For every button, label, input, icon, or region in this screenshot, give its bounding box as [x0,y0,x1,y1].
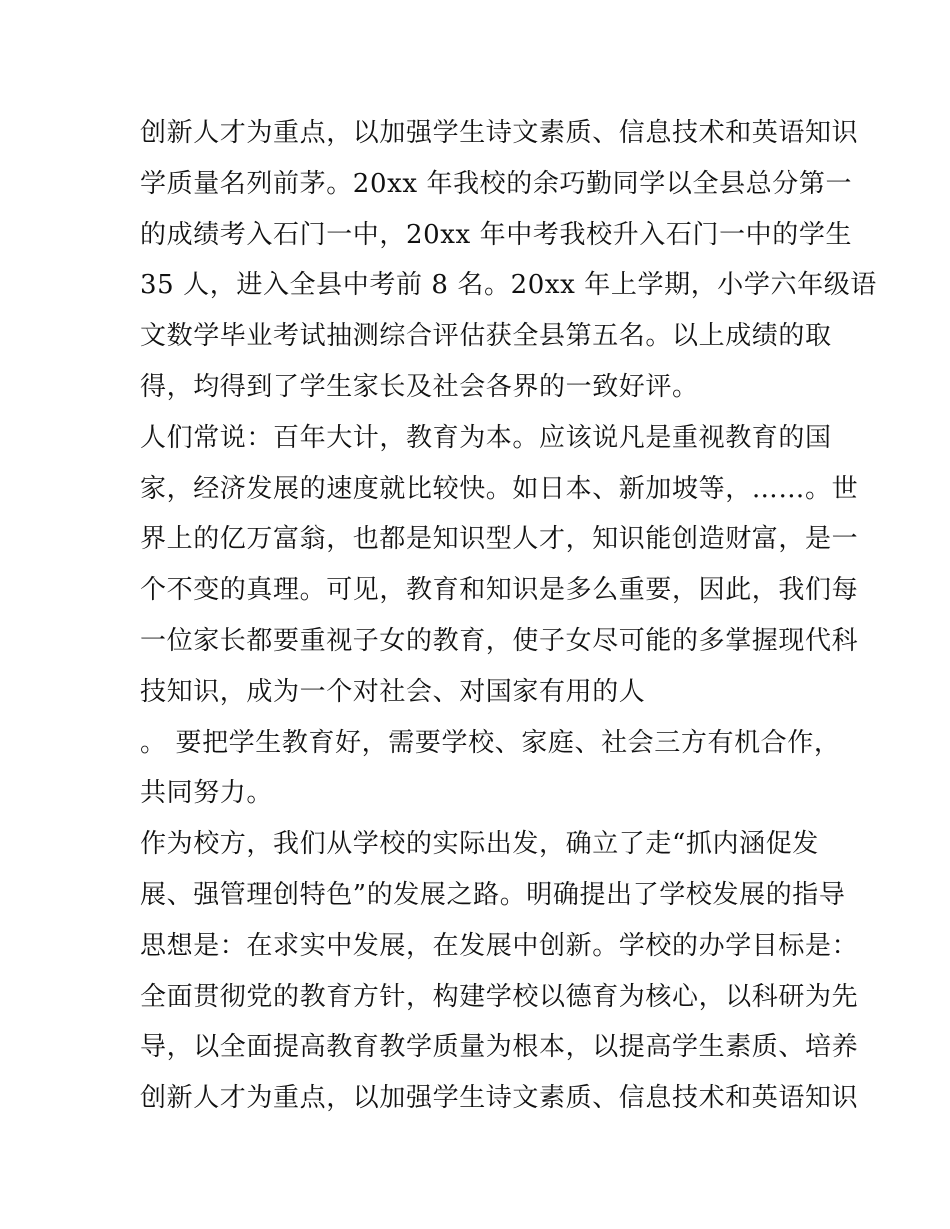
body-text [140,108,877,1124]
text-line: 共同努力。 [140,778,274,809]
text-line: 的成绩考入石门一中，20xx 年中考我校升入石门一中的学生 [140,219,853,250]
text-line: 创新人才为重点，以加强学生诗文素质、信息技术和英语知识 [140,1083,859,1114]
text-line: 文数学毕业考试抽测综合评估获全县第五名。以上成绩的取 [140,321,832,352]
text-line: 。 要把学生教育好，需要学校、家庭、社会三方有机合作， [140,727,841,758]
text-line: 人们常说：百年大计，教育为本。应该说凡是重视教育的国 [140,422,832,453]
text-line: 创新人才为重点，以加强学生诗文素质、信息技术和英语知识 [140,118,859,148]
text-line: 技知识，成为一个对社会、对国家有用的人 [140,676,646,707]
text-line: 思想是：在求实中发展，在发展中创新。学校的办学目标是： [140,930,859,961]
text-line: 导，以全面提高教育教学质量为根本，以提高学生素质、培养 [140,1032,859,1063]
text-line: 得，均得到了学生家长及社会各界的一致好评。 [140,371,699,402]
text-line: 35 人，进入全县中考前 8 名。20xx 年上学期，小学六年级语 [140,270,877,301]
text-line: 个不变的真理。可见，教育和知识是多么重要，因此，我们每 [140,575,859,606]
text-line: 一位家长都要重视子女的教育，使子女尽可能的多掌握现代科 [140,625,859,656]
text-line: 界上的亿万富翁，也都是知识型人才，知识能创造财富，是一 [140,524,859,555]
text-line: 家，经济发展的速度就比较快。如日本、新加坡等，……。世 [140,473,859,504]
text-line: 展、强管理创特色”的发展之路。明确提出了学校发展的指导 [140,879,846,910]
text-line: 作为校方，我们从学校的实际出发，确立了走“抓内涵促发 [140,829,819,860]
text-line: 全面贯彻党的教育方针，构建学校以德育为核心，以科研为先 [140,981,859,1012]
text-line: 学质量名列前茅。20xx 年我校的余巧勤同学以全县总分第一 [140,168,853,199]
